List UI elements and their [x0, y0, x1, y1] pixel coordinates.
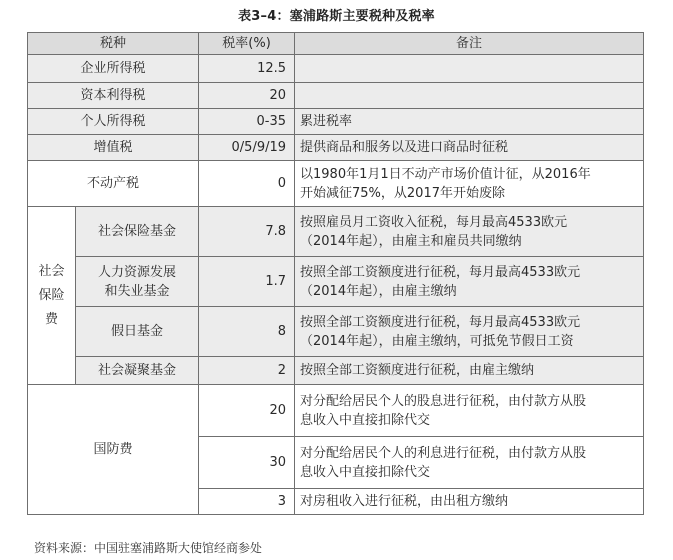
name-line: 和失业基金: [104, 283, 170, 299]
header-tax-type: 税种: [28, 33, 199, 55]
defense-rate: 20: [199, 385, 295, 437]
header-row: [28, 33, 644, 55]
tax-rate-personal: 0-35: [199, 109, 295, 135]
note-line: （2014年起），由雇主和雇员共同缴纳: [300, 233, 522, 249]
defense-rate: 3: [199, 489, 295, 515]
tax-rate-vat: 0/5/9/19: [199, 135, 295, 161]
defense-note: [295, 437, 644, 489]
tax-rate-property: 0: [199, 161, 295, 207]
group-label-line: 社会: [38, 263, 65, 279]
social-item-note: 按照全部工资额度进行征税，由雇主缴纳: [295, 357, 644, 385]
note-line: 按照全部工资额度进行征税，每月最高4533欧元: [300, 264, 581, 280]
social-item-rate: 2: [199, 357, 295, 385]
table-row: [28, 109, 644, 135]
tax-note-vat: 提供商品和服务以及进口商品时征税: [295, 135, 644, 161]
social-insurance-group-label: [28, 207, 76, 385]
header-remarks: 备注: [295, 33, 644, 55]
social-item-name: 假日基金: [76, 307, 199, 357]
defense-name: 国防费: [28, 385, 199, 515]
social-item-rate: 8: [199, 307, 295, 357]
table-row: [28, 135, 644, 161]
tax-name-corporate: 企业所得税: [28, 55, 199, 83]
table-row: [28, 307, 644, 357]
social-item-rate: 7.8: [199, 207, 295, 257]
social-item-name: 社会保险基金: [76, 207, 199, 257]
tax-note-personal: 累进税率: [295, 109, 644, 135]
source-note: 资料来源：中国驻塞浦路斯大使馆经商参处: [34, 541, 263, 555]
note-line: （2014年起），由雇主缴纳，可抵免节假日工资: [300, 333, 574, 349]
note-line: 开始减征75%，从2017年开始废除: [300, 185, 505, 201]
note-line: （2014年起），由雇主缴纳: [300, 283, 457, 299]
defense-note: 对房租收入进行征税，由出租方缴纳: [295, 489, 644, 515]
social-item-name: 社会凝聚基金: [76, 357, 199, 385]
note-line: 按照全部工资额度进行征税，每月最高4533欧元: [300, 314, 581, 330]
table-row: [28, 55, 644, 83]
table-row: [28, 357, 644, 385]
social-item-note: [295, 307, 644, 357]
tax-rate-corporate: 12.5: [199, 55, 295, 83]
tax-rate-table: [27, 32, 644, 515]
table-row: [28, 257, 644, 307]
tax-note-property: [295, 161, 644, 207]
tax-name-personal: 个人所得税: [28, 109, 199, 135]
tax-name-vat: 增值税: [28, 135, 199, 161]
note-line: 按照雇员月工资收入征税，每月最高4533欧元: [300, 214, 568, 230]
table-row: [28, 385, 644, 437]
table-row: [28, 83, 644, 109]
tax-name-capital-gains: 资本利得税: [28, 83, 199, 109]
tax-name-property: 不动产税: [28, 161, 199, 207]
defense-note: [295, 385, 644, 437]
note-line: 对分配给居民个人的股息进行征税，由付款方从股: [300, 393, 587, 409]
header-rate: 税率(%): [199, 33, 295, 55]
table-row: [28, 161, 644, 207]
note-line: 息收入中直接扣除代交: [300, 412, 431, 428]
social-item-name: [76, 257, 199, 307]
note-line: 对分配给居民个人的利息进行征税，由付款方从股: [300, 445, 587, 461]
social-item-note: [295, 257, 644, 307]
tax-note-corporate: [295, 55, 644, 83]
name-line: 人力资源发展: [98, 264, 177, 280]
table-row: [28, 207, 644, 257]
note-line: 息收入中直接扣除代交: [300, 464, 431, 480]
social-item-note: [295, 207, 644, 257]
note-line: 以1980年1月1日不动产市场价值计征，从2016年: [300, 166, 591, 182]
tax-note-capital-gains: [295, 83, 644, 109]
social-item-rate: 1.7: [199, 257, 295, 307]
tax-rate-capital-gains: 20: [199, 83, 295, 109]
group-label-line: 保险: [38, 287, 65, 303]
group-label-line: 费: [44, 311, 58, 327]
defense-rate: 30: [199, 437, 295, 489]
table-title: 表3–4：塞浦路斯主要税种及税率: [238, 9, 435, 24]
